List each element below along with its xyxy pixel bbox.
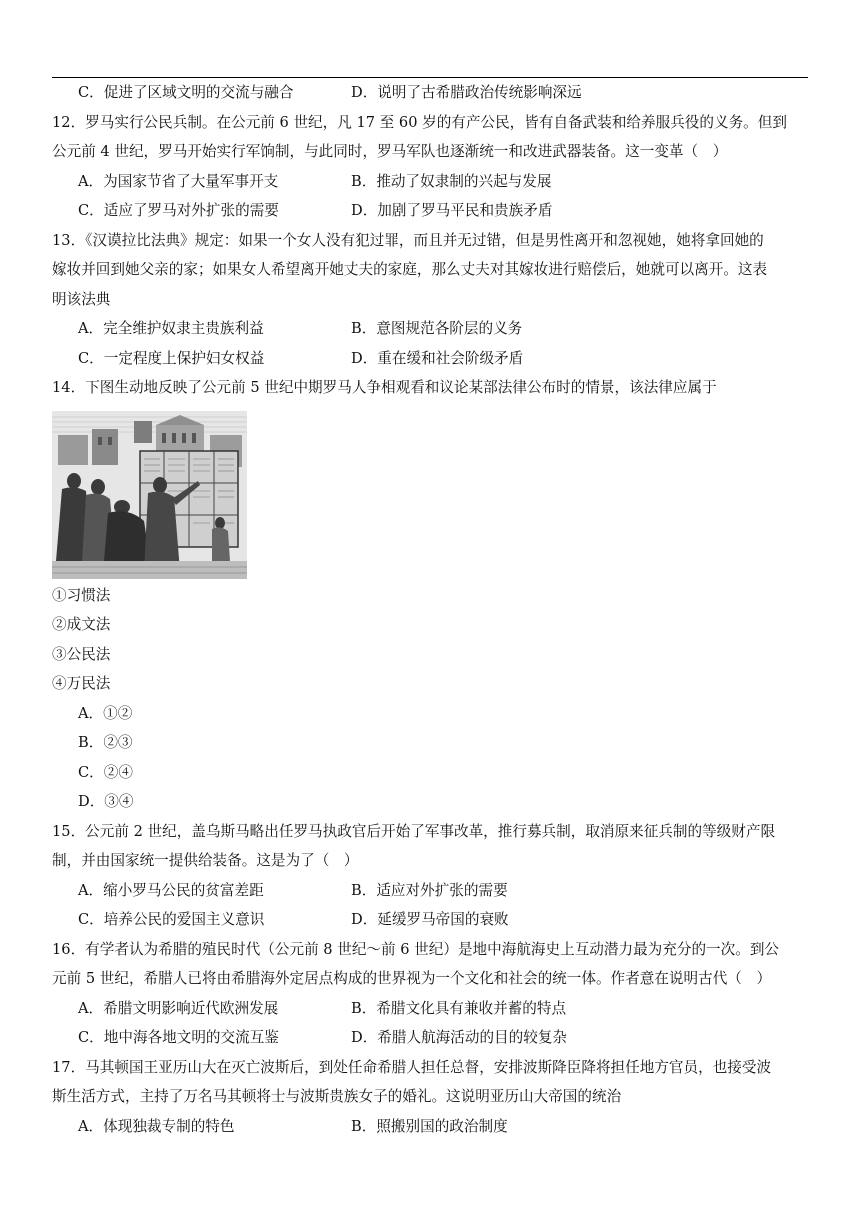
q14-item-4: ④万民法: [52, 675, 111, 692]
q15-option-d[interactable]: D．延缓罗马帝国的衰败: [351, 911, 509, 928]
twelve-tables-engraving-image: [52, 411, 247, 579]
q12-option-b[interactable]: B．推动了奴隶制的兴起与发展: [351, 172, 552, 190]
q15-option-a[interactable]: A．缩小罗马公民的贫富差距: [78, 881, 264, 899]
q16-option-c[interactable]: C．地中海各地文明的交流互鉴: [78, 1029, 279, 1046]
q15-stem-line-1: 15．公元前 2 世纪，盖乌斯马略出任罗马执政官后开始了军事改革，推行募兵制，取消原来征兵制的等级财产限: [52, 822, 776, 840]
q12-options-row-1: [52, 167, 812, 197]
q15-stem-line-2: 制，并由国家统一提供给装备。这是为了（ ）: [52, 852, 359, 869]
question-page: [52, 78, 812, 1141]
q16-option-b[interactable]: B．希腊文化具有兼收并蓄的特点: [351, 999, 567, 1017]
q13-options-row-2: [52, 344, 812, 374]
q14-item-3: ③公民法: [52, 645, 111, 663]
q17-options-row-1: [52, 1112, 812, 1142]
q16-stem-line-1: 16．有学者认为希腊的殖民时代（公元前 8 世纪～前 6 世纪）是地中海航海史上互动潜力最为充分的一次。到公: [52, 940, 780, 958]
q14-option-a[interactable]: A．①②: [78, 704, 133, 722]
q11-option-c[interactable]: C．促进了区域文明的交流与融合: [78, 84, 294, 101]
q14-stem: 14．下图生动地反映了公元前 5 世纪中期罗马人争相观看和议论某部法律公布时的情景，该法律应属于: [52, 379, 717, 396]
q11-option-d[interactable]: D．说明了古希腊政治传统影响深远: [351, 84, 582, 101]
q16-stem-line-2: 元前 5 世纪，希腊人已将由希腊海外定居点构成的世界视为一个文化和社会的统一体。作者意在说明古代（ ）: [52, 970, 772, 987]
q12-option-a[interactable]: A．为国家节省了大量军事开支: [78, 172, 279, 190]
q14-option-d[interactable]: D．③④: [78, 793, 134, 810]
q15-options-row-1: [52, 876, 812, 906]
q15-option-c[interactable]: C．培养公民的爱国主义意识: [78, 911, 265, 928]
q14-item-2: ②成文法: [52, 616, 111, 633]
q16-options-row-1: [52, 994, 812, 1024]
q15-option-b[interactable]: B．适应对外扩张的需要: [351, 881, 508, 899]
q12-option-c[interactable]: C．适应了罗马对外扩张的需要: [78, 202, 279, 219]
q12-options-row-2: [52, 196, 812, 226]
q13-options-row-1: [52, 314, 812, 344]
q13-stem-line-2: 嫁妆并回到她父亲的家；如果女人希望离开她丈夫的家庭，那么丈夫对其嫁妆进行赔偿后，她就可以离开。这表: [52, 261, 768, 278]
q11-options-row: [52, 78, 812, 108]
q14-option-b[interactable]: B．②③: [78, 734, 133, 751]
q17-option-b[interactable]: B．照搬别国的政治制度: [351, 1117, 508, 1135]
q16-option-d[interactable]: D．希腊人航海活动的目的较复杂: [351, 1029, 568, 1046]
q14-option-c[interactable]: C．②④: [78, 763, 133, 781]
q13-option-d[interactable]: D．重在缓和社会阶级矛盾: [351, 349, 524, 367]
q15-options-row-2: [52, 905, 812, 935]
q12-option-d[interactable]: D．加剧了罗马平民和贵族矛盾: [351, 202, 553, 219]
q13-stem-line-1: 13．《汉谟拉比法典》规定：如果一个女人没有犯过罪，而且并无过错，但是男性离开和忽视她，她将拿回她的: [52, 231, 764, 249]
q13-option-b[interactable]: B．意图规范各阶层的义务: [351, 320, 523, 337]
q13-option-a[interactable]: A．完全维护奴隶主贵族利益: [78, 320, 264, 337]
q17-stem-line-2: 斯生活方式，主持了万名马其顿将士与波斯贵族女子的婚礼。这说明亚历山大帝国的统治: [52, 1088, 622, 1105]
q14-item-1: ①习惯法: [52, 586, 111, 604]
q17-stem-line-1: 17．马其顿国王亚历山大在灭亡波斯后，到处任命希腊人担任总督，安排波斯降臣降将担任地方官员，也接受波: [52, 1058, 772, 1076]
q16-option-a[interactable]: A．希腊文明影响近代欧洲发展: [78, 999, 279, 1017]
q17-option-a[interactable]: A．体现独裁专制的特色: [78, 1117, 235, 1135]
q16-options-row-2: [52, 1023, 812, 1053]
q12-stem-line-1: 12．罗马实行公民兵制。在公元前 6 世纪，凡 17 至 60 岁的有产公民，皆有自备武装和给养服兵役的义务。但到: [52, 113, 787, 131]
q13-option-c[interactable]: C．一定程度上保护妇女权益: [78, 349, 265, 367]
q12-stem-line-2: 公元前 4 世纪，罗马开始实行军饷制，与此同时，罗马军队也逐渐统一和改进武器装备。这一变革（ ）: [52, 143, 728, 160]
q13-stem-line-3: 明该法典: [52, 290, 111, 308]
